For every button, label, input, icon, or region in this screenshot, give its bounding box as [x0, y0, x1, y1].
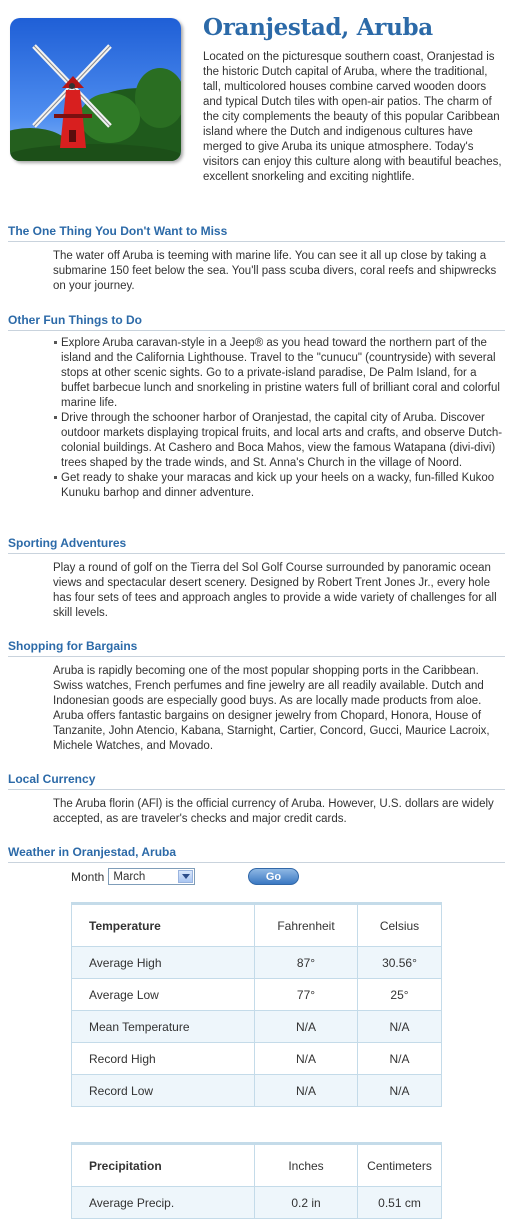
table-cell: N/A	[255, 1075, 358, 1107]
list-item: Explore Aruba caravan-style in a Jeep® as you head toward the northern part of the island and the California Lighthouse. Travel to the "cunucu" (countryside) with several stops at other scenic sights. Go to a private-island paradise, De Palm Island, for a buffet barbecue lunch and snorkeling in pristine waters full of brilliant coral and colorful marine life.	[53, 336, 505, 411]
table-cell: 25°	[358, 979, 442, 1011]
section-fun-things	[8, 313, 505, 501]
table-cell: 0.2 in	[255, 1187, 358, 1219]
month-label: Month	[71, 869, 105, 884]
table-row	[72, 1043, 442, 1075]
table-cell: 87°	[255, 947, 358, 979]
section-text: The Aruba florin (AFl) is the official currency of Aruba. However, U.S. dollars are widely accepted, as are traveler's checks and major credit cards.	[53, 798, 494, 825]
table-row	[72, 1011, 442, 1043]
windmill-photo	[10, 18, 181, 161]
table-cell: Record Low	[72, 1075, 255, 1107]
section-weather	[8, 845, 505, 863]
section-heading: Other Fun Things to Do	[8, 313, 505, 331]
list-item: Get ready to shake your maracas and kick up your heels on a wacky, fun-filled Kukoo Kunuku barhop and dinner adventure.	[53, 471, 505, 501]
table-cell: N/A	[255, 1011, 358, 1043]
fun-things-list	[53, 336, 505, 501]
table-row	[72, 947, 442, 979]
table-header: Celsius	[358, 904, 442, 947]
temperature-table	[71, 902, 442, 1107]
month-select[interactable]	[108, 868, 195, 885]
section-text: Aruba is rapidly becoming one of the most popular shopping ports in the Caribbean. Swiss watches, French perfumes and fine jewelry are all readily available. Dutch and Indonesian goods are especially good buys. As are locally made products from aloe. Aruba offers fantastic bargains on designer jewelry from Chopard, Honora, House of Tanzanite, John Atencio, Kabana, Starnight, Cartier, Concord, Gucci, Maurice Lacroix, Michele Watches, and Movado.	[53, 665, 490, 752]
table-header: Temperature	[72, 904, 255, 947]
section-heading: The One Thing You Don't Want to Miss	[8, 224, 505, 242]
section-text: The water off Aruba is teeming with marine life. You can see it all up close by taking a submarine 150 feet below the sea. You'll pass scuba divers, coral reefs and shipwrecks on your journey.	[53, 250, 497, 292]
table-cell: Average Low	[72, 979, 255, 1011]
chevron-down-icon[interactable]	[178, 870, 193, 883]
section-currency	[8, 772, 505, 827]
section-heading: Sporting Adventures	[8, 536, 505, 554]
table-cell: N/A	[358, 1075, 442, 1107]
page-title: Oranjestad, Aruba	[203, 14, 433, 41]
table-header-row	[72, 1144, 442, 1187]
month-selector-row	[71, 868, 195, 885]
precipitation-table	[71, 1142, 442, 1219]
table-cell: Record High	[72, 1043, 255, 1075]
table-cell: N/A	[358, 1043, 442, 1075]
table-header: Fahrenheit	[255, 904, 358, 947]
section-heading: Local Currency	[8, 772, 505, 790]
table-cell: 30.56°	[358, 947, 442, 979]
section-heading: Weather in Oranjestad, Aruba	[8, 845, 505, 863]
table-header: Precipitation	[72, 1144, 255, 1187]
intro-paragraph: Located on the picturesque southern coast, Oranjestad is the historic Dutch capital of Aruba, where the traditional, tall, multicolored houses combine carved wooden doors and typical Dutch tiles with open-air patios. The charm of the city complements the beauty of this popular Caribbean island where the Dutch and indigenous cultures have merged to give Aruba its unique atmosphere. Today's visitors can enjoy this culture along with beautiful beaches, excellent snorkeling and exciting nightlife.	[203, 51, 502, 183]
table-cell: Average Precip.	[72, 1187, 255, 1219]
table-header: Centimeters	[358, 1144, 442, 1187]
table-row	[72, 1075, 442, 1107]
section-must-see	[8, 224, 505, 294]
section-shopping	[8, 639, 505, 754]
section-heading: Shopping for Bargains	[8, 639, 505, 657]
section-sporting	[8, 536, 505, 621]
table-cell: N/A	[358, 1011, 442, 1043]
table-cell: N/A	[255, 1043, 358, 1075]
table-row	[72, 1187, 442, 1219]
table-row	[72, 979, 442, 1011]
go-button[interactable]: Go	[248, 868, 299, 885]
table-header-row	[72, 904, 442, 947]
table-header: Inches	[255, 1144, 358, 1187]
table-cell: 0.51 cm	[358, 1187, 442, 1219]
list-item: Drive through the schooner harbor of Oranjestad, the capital city of Aruba. Discover outdoor markets displaying tropical fruits, and local arts and crafts, and observe Dutch-colonial buildings. At Cashero and Boca Mahos, view the famous Watapana (divi-divi) trees shaped by the trade winds, and St. Anna's Church in the village of Noord.	[53, 411, 505, 471]
month-select-value: March	[113, 871, 146, 883]
section-text: Play a round of golf on the Tierra del Sol Golf Course surrounded by panoramic ocean views and spectacular desert scenery. Designed by Robert Trent Jones Jr., every hole has four sets of tees and approach angles to provide a wide variety of challenges for all skill levels.	[53, 562, 497, 619]
table-cell: 77°	[255, 979, 358, 1011]
table-cell: Mean Temperature	[72, 1011, 255, 1043]
table-cell: Average High	[72, 947, 255, 979]
